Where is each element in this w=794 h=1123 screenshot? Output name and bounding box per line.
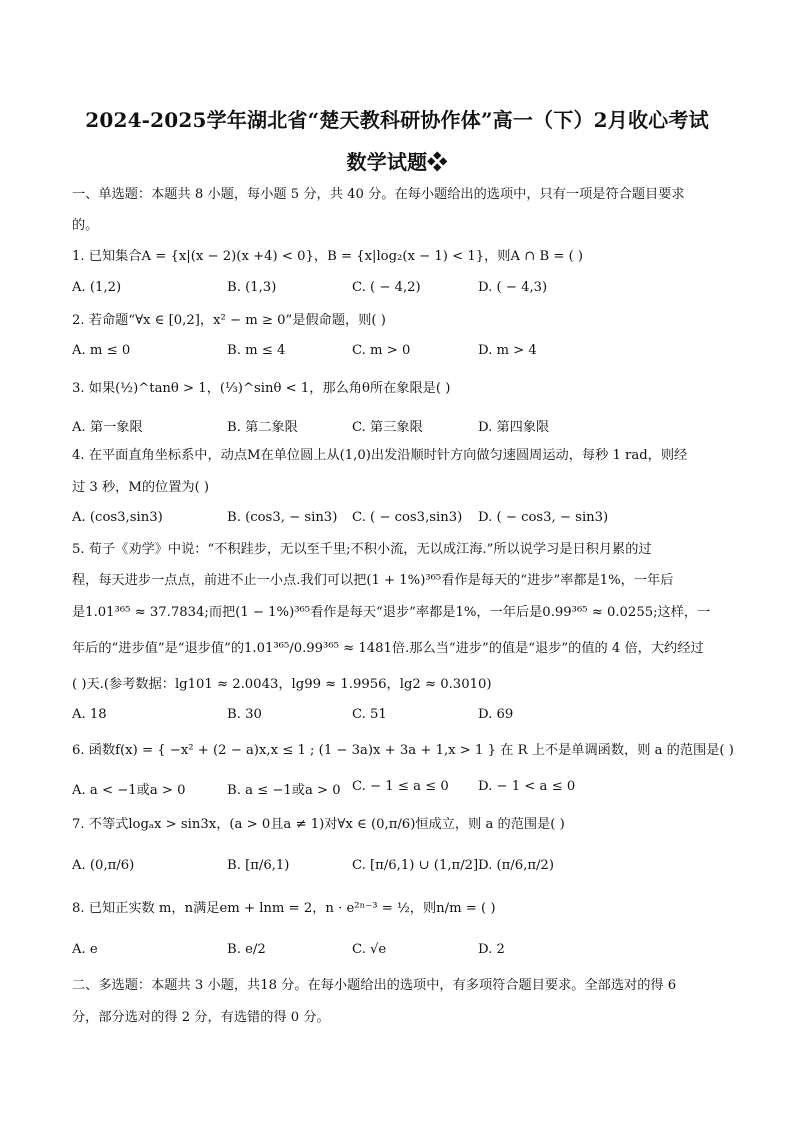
question-4-option-c: C. ( − cos3,sin3) [352,510,463,525]
question-6-stem: 6. 函数f(x) = { −x² + (2 − a)x,x ≤ 1 ; (1 − 3a)x + 3a + 1,x > 1 } 在 R 上不是单调函数，则 a 的范围是( ) [72,743,734,758]
question-2-stem: 2. 若命题“∀x ∈ [0,2]，x² − m ≥ 0”是假命题，则( ) [72,313,386,328]
question-6-option-b: B. a ≤ −1或a > 0 [227,783,341,798]
exam-subtitle: 数学试题❖ [346,150,448,174]
question-8-stem: 8. 已知正实数 m，n满足em + lnm = 2，n · e²ⁿ⁻³ = ½，则n/m = ( ) [72,901,496,916]
question-5-option-b: B. 30 [227,707,262,722]
question-8-option-c: C. √e [352,942,387,957]
question-5-stem-cont-1: 程，每天进步一点点，前进不止一小点.我们可以把(1 + 1%)³⁶⁵看作是每天的“进步”率都是1%，一年后 [72,573,674,588]
section2-heading-cont: 分，部分选对的得 2 分，有选错的得 0 分。 [72,1010,330,1025]
question-1-option-b: B. (1,3) [227,280,277,295]
question-5-stem-cont-2: 是1.01³⁶⁵ ≈ 37.7834;而把(1 − 1%)³⁶⁵看作是每天“退步”率都是1%，一年后是0.99³⁶⁵ ≈ 0.0255;这样，一 [72,605,711,620]
question-4-stem: 4. 在平面直角坐标系中，动点M在单位圆上从(1,0)出发沿顺时针方向做匀速圆周运动，每秒 1 rad，则经 [72,448,688,463]
question-5-stem-cont-4: ( )天.(参考数据：lg101 ≈ 2.0043，lg99 ≈ 1.9956，lg2 ≈ 0.3010) [72,677,492,692]
question-8-option-b: B. e/2 [227,942,266,957]
section1-heading: 一、单选题：本题共 8 小题，每小题 5 分，共 40 分。在每小题给出的选项中，只有一项是符合题目要求 [72,187,685,202]
question-6-options [72,779,722,797]
question-4-option-b: B. (cos3, − sin3) [227,510,338,525]
question-5-option-d: D. 69 [478,707,514,722]
question-8-options [72,942,722,960]
question-6-option-a: A. a < −1或a > 0 [72,783,186,798]
question-3-stem: 3. 如果(½)^tanθ > 1，(⅓)^sinθ < 1，那么角θ所在象限是( ) [72,381,451,396]
exam-title: 2024-2025学年湖北省“楚天教科研协作体”高一（下）2月收心考试 [85,108,709,132]
question-8-option-a: A. e [72,942,98,957]
question-7-option-d: D. (π/6,π/2) [478,858,554,873]
question-1-option-c: C. ( − 4,2) [352,280,421,295]
question-5-stem: 5. 荀子《劝学》中说：“不积跬步，无以至千里;不积小流，无以成江海.”所以说学习是日积月累的过 [72,542,652,557]
question-7-stem: 7. 不等式logₐx > sin3x，(a > 0且a ≠ 1)对∀x ∈ (0,π/6)恒成立，则 a 的范围是( ) [72,817,565,832]
question-4-stem-cont: 过 3 秒，M的位置为( ) [72,480,210,495]
question-2-option-d: D. m > 4 [478,343,537,358]
question-8-option-d: D. 2 [478,942,505,957]
question-2-option-a: A. m ≤ 0 [72,343,131,358]
question-4-options [72,510,722,528]
question-7-option-a: A. (0,π/6) [72,858,135,873]
question-2-option-c: C. m > 0 [352,343,411,358]
question-4-option-a: A. (cos3,sin3) [72,510,163,525]
question-3-options [72,416,722,434]
section1-heading-cont: 的。 [72,218,99,233]
question-1-option-d: D. ( − 4,3) [478,280,548,295]
question-7-options [72,858,722,876]
question-1-stem: 1. 已知集合A = {x|(x − 2)(x +4) < 0}，B = {x|log₂(x − 1) < 1}，则A ∩ B = ( ) [72,249,584,264]
question-3-option-a: A. 第一象限 [72,420,143,435]
question-3-option-b: B. 第二象限 [227,420,298,435]
question-3-option-d: D. 第四象限 [478,420,550,435]
question-2-options [72,343,722,361]
question-6-option-d: D. − 1 < a ≤ 0 [478,779,576,794]
question-6-option-c: C. − 1 ≤ a ≤ 0 [352,779,449,794]
question-3-option-c: C. 第三象限 [352,420,423,435]
question-4-option-d: D. ( − cos3, − sin3) [478,510,609,525]
question-7-option-c: C. [π/6,1) ∪ (1,π/2] [352,858,479,873]
question-5-options [72,707,722,725]
question-5-option-c: C. 51 [352,707,387,722]
question-5-stem-cont-3: 年后的“进步值”是“退步值”的1.01³⁶⁵/0.99³⁶⁵ ≈ 1481倍.那么当“进步”的值是“退步”的值的 4 倍，大约经过 [72,641,704,656]
question-1-options [72,280,722,298]
section2-heading: 二、多选题：本题共 3 小题，共18 分。在每小题给出的选项中，有多项符合题目要求。全部选对的得 6 [72,978,677,993]
question-1-option-a: A. (1,2) [72,280,122,295]
question-5-option-a: A. 18 [72,707,107,722]
question-2-option-b: B. m ≤ 4 [227,343,286,358]
question-7-option-b: B. [π/6,1) [227,858,290,873]
